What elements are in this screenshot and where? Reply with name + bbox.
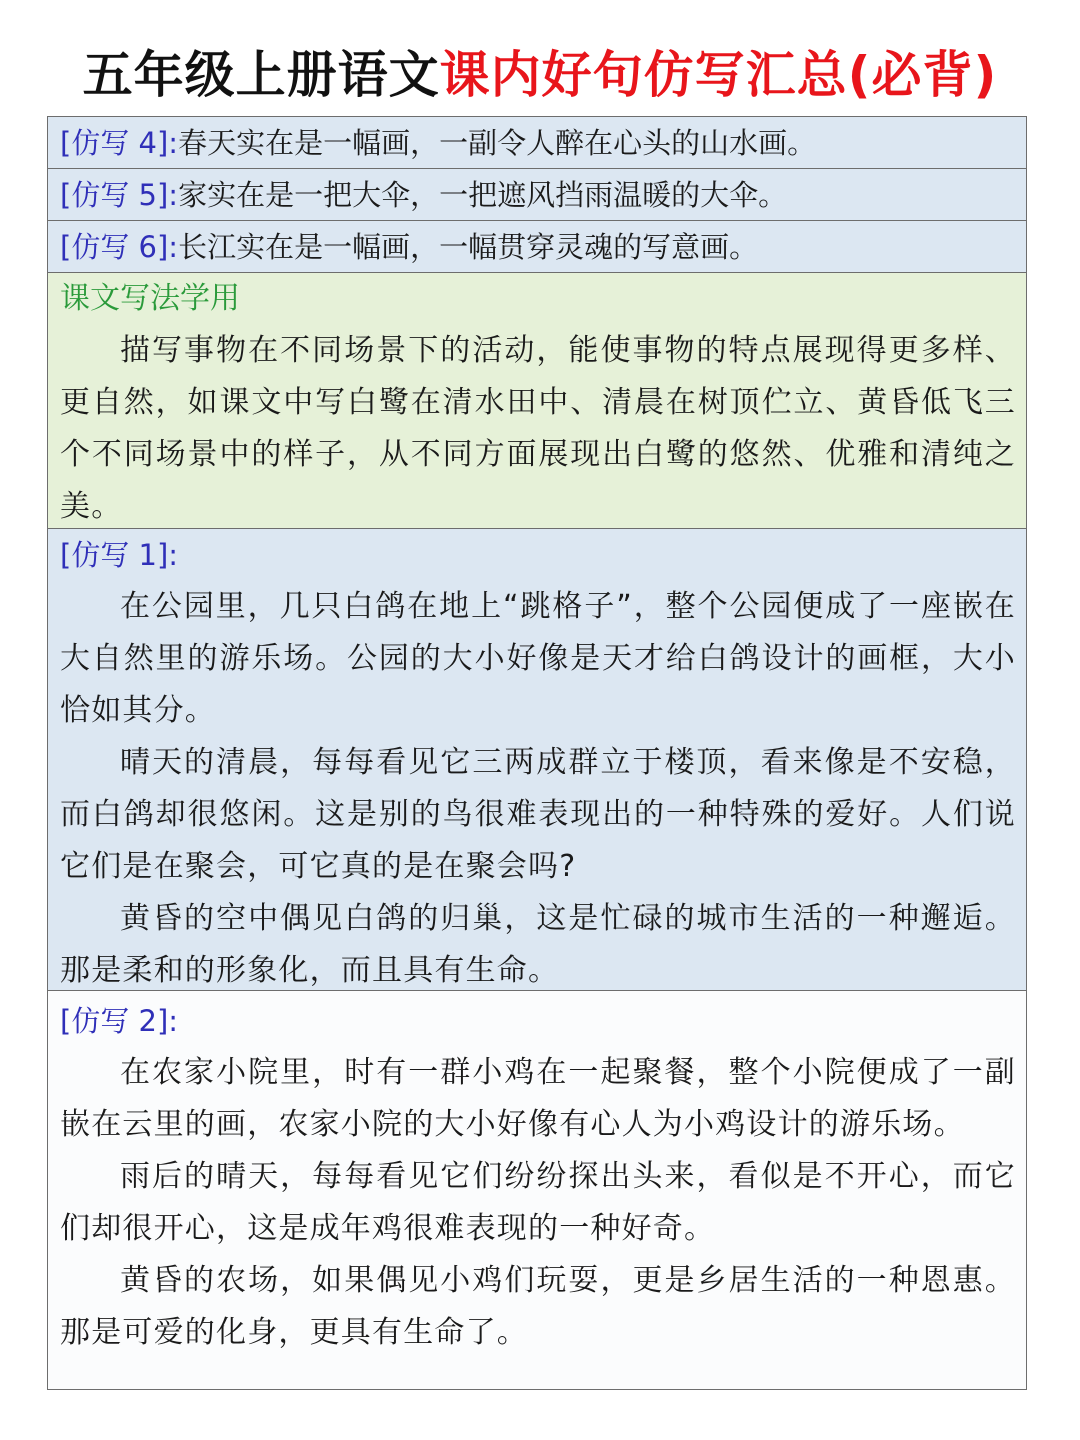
example-row-4 [48,117,1026,169]
example-text-6: 长江实在是一幅画，一幅贯穿灵魂的写意画。 [178,230,759,264]
writing-method-text: 描写事物在不同场景下的活动，能使事物的特点展现得更多样、更自然，如课文中写白鹭在清水田中、清晨在树顶伫立、黄昏低飞三个不同场景中的样子，从不同方面展现出白鹭的悠然、优雅和清纯之美。 [60,333,1016,524]
example-tag-2: [仿写 2]: [60,1004,179,1038]
example-2-paragraph: 黄昏的农场，如果偶见小鸡们玩耍，更是乡居生活的一种恩惠。那是可爱的化身，更具有生命了。 [60,1263,1016,1350]
example-text-5: 家实在是一把大伞，一把遮风挡雨温暖的大伞。 [178,178,788,212]
example-1-paragraph: 黄昏的空中偶见白鸽的归巢，这是忙碌的城市生活的一种邂逅。那是柔和的形象化，而且具有生命。 [60,901,1016,988]
example-section-1 [48,529,1026,991]
writing-method-section [48,273,1026,529]
page-title [0,38,1080,112]
example-2-paragraph: 雨后的晴天，每每看见它们纷纷探出头来，看似是不开心，而它们却很开心，这是成年鸡很难表现的一种好奇。 [60,1159,1016,1246]
example-tag-1: [仿写 1]: [60,538,179,572]
example-row-5 [48,169,1026,221]
content-table [47,116,1027,1390]
example-1-paragraph: 在公园里，几只白鸽在地上“跳格子”，整个公园便成了一座嵌在大自然里的游乐场。公园的大小好像是天才给白鸽设计的画框，大小恰如其分。 [60,589,1016,728]
example-tag-5: [仿写 5]: [60,178,179,212]
example-1-paragraph: 晴天的清晨，每每看见它三两成群立于楼顶，看来像是不安稳，而白鸽却很悠闲。这是别的鸟很难表现出的一种特殊的爱好。人们说它们是在聚会，可它真的是在聚会吗? [60,745,1016,884]
example-tag-4: [仿写 4]: [60,126,179,160]
writing-method-heading: 课文写法学用 [60,281,240,316]
example-text-4: 春天实在是一幅画，一副令人醉在心头的山水画。 [178,126,817,160]
example-2-paragraph: 在农家小院里，时有一群小鸡在一起聚餐，整个小院便成了一副嵌在云里的画，农家小院的大小好像有心人为小鸡设计的游乐场。 [60,1055,1016,1142]
example-tag-6: [仿写 6]: [60,230,179,264]
example-row-6 [48,221,1026,273]
title-part-black: 五年级上册语文 [82,46,440,104]
title-part-red: 课内好句仿写汇总(必背) [439,46,998,104]
example-section-2 [48,991,1026,1389]
